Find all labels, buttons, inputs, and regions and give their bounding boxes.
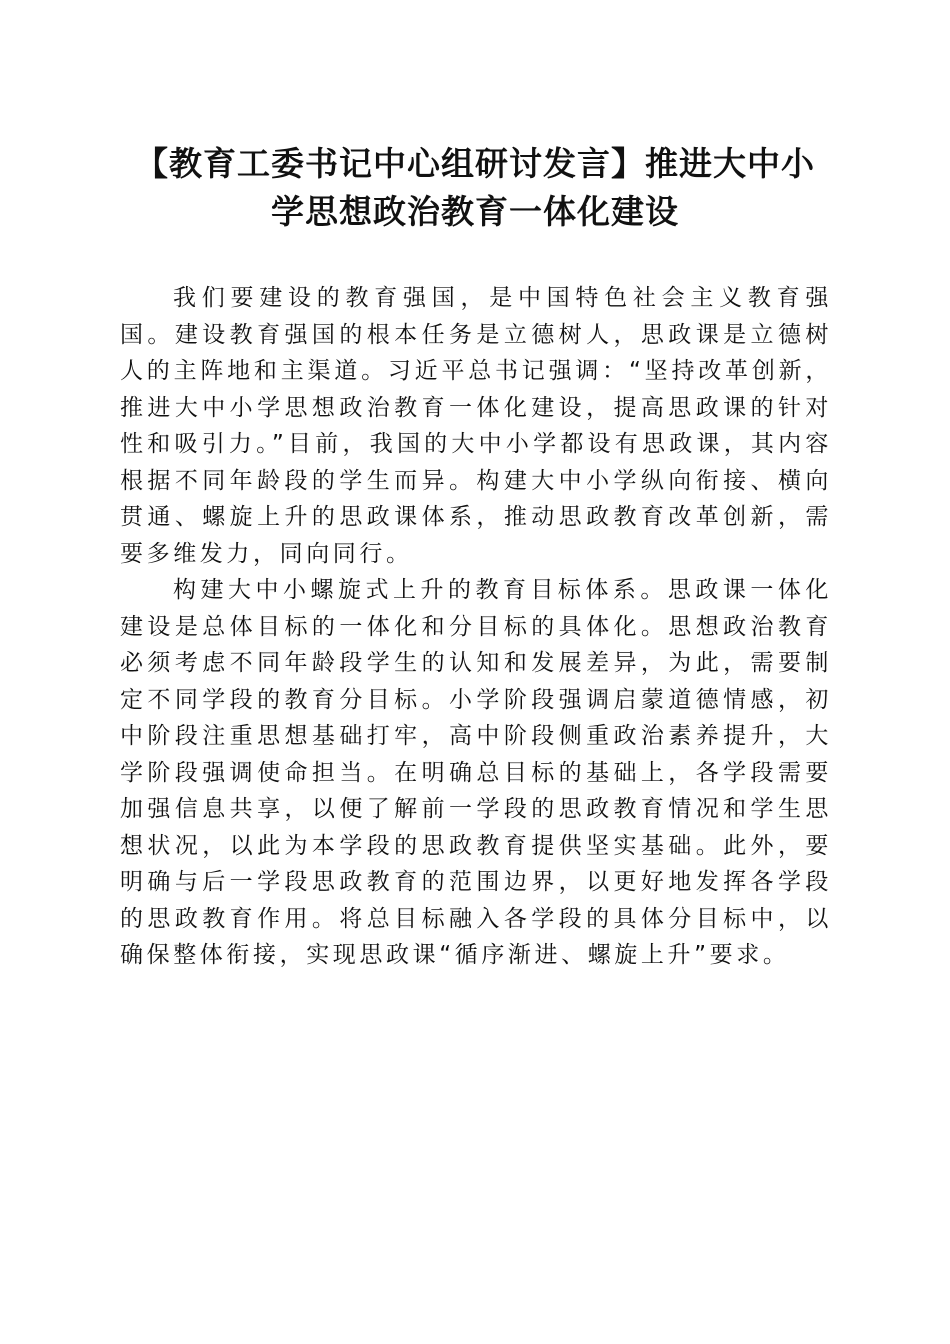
- title-line-2: 学思想政治教育一体化建设: [271, 192, 679, 231]
- document-body: [120, 280, 832, 974]
- paragraph-1: 我们要建设的教育强国，是中国特色社会主义教育强国。建设教育强国的根本任务是立德树人，思政课是立德树人的主阵地和主渠道。习近平总书记强调：“坚持改革创新，推进大中小学思想政治教育一体化建设，提高思政课的针对性和吸引力。”目前，我国的大中小学都设有思政课，其内容根据不同年龄段的学生而异。构建大中小学纵向衔接、横向贯通、螺旋上升的思政课体系，推动思政教育改革创新，需要多维发力，同向同行。: [120, 285, 832, 567]
- title-line-1: 【教育工委书记中心组研讨发言】推进大中小: [135, 144, 815, 183]
- document-title: [100, 140, 850, 236]
- paragraph-2: 构建大中小螺旋式上升的教育目标体系。思政课一体化建设是总体目标的一体化和分目标的具体化。思想政治教育必须考虑不同年龄段学生的认知和发展差异，为此，需要制定不同学段的教育分目标。小学阶段强调启蒙道德情感，初中阶段注重思想基础打牢，高中阶段侧重政治素养提升，大学阶段强调使命担当。在明确总目标的基础上，各学段需要加强信息共享，以便了解前一学段的思政教育情况和学生思想状况，以此为本学段的思政教育提供坚实基础。此外，要明确与后一学段思政教育的范围边界，以更好地发挥各学段的思政教育作用。将总目标融入各学段的具体分目标中，以确保整体衔接，实现思政课“循序渐进、螺旋上升”要求。: [120, 577, 832, 968]
